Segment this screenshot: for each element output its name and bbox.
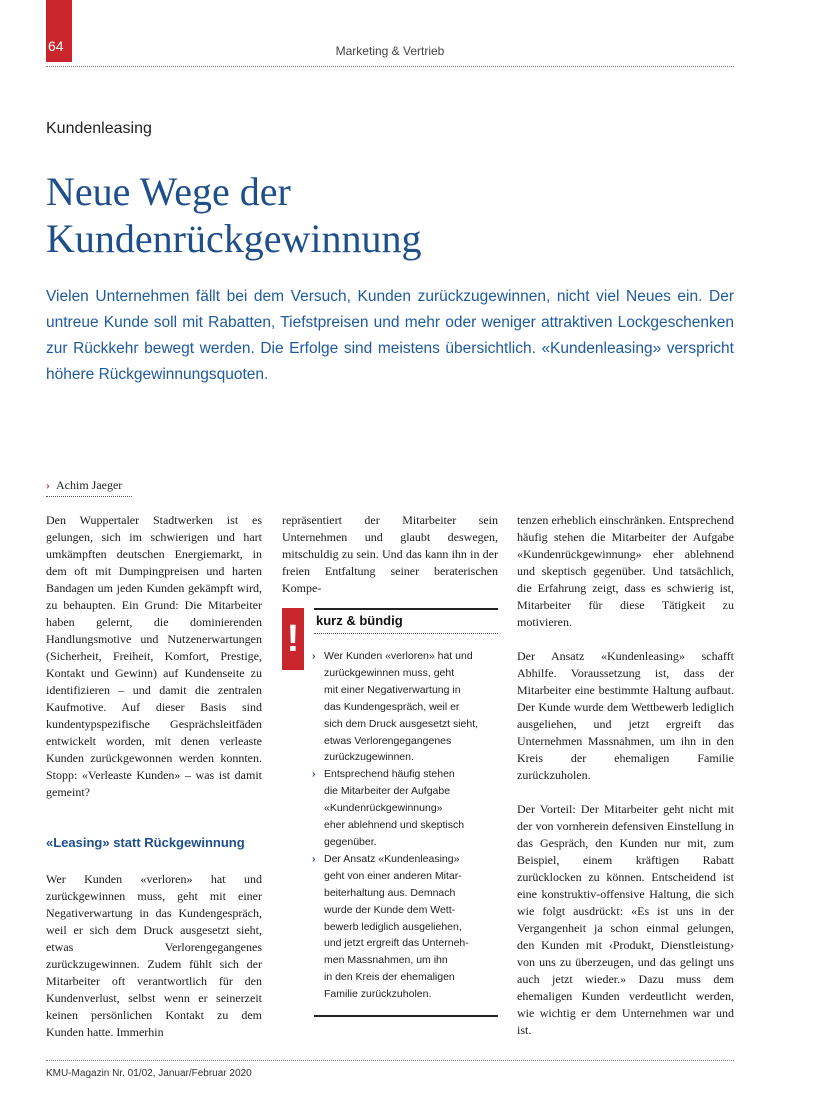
list-item-line: Familie zurückzuholen. — [324, 988, 432, 1001]
list-item — [312, 766, 498, 851]
page-number: 64 — [48, 38, 64, 54]
list-item-line: zurückzugewinnen. — [324, 751, 414, 764]
list-item-line: men Massnahmen, um ihn — [324, 954, 448, 967]
article-title — [46, 168, 746, 262]
chevron-right-icon: › — [312, 768, 316, 781]
list-item-line: die Mitarbeiter der Aufgabe — [324, 785, 451, 798]
chevron-right-icon: › — [312, 852, 316, 865]
body-paragraph: Den Wuppertaler Stadtwerken ist es gelungen, sich im schwierigen und hart umkämpften deutschen Energiemarkt, in dem oft mit Dumpingpreisen und harten Bandagen um jeden Kunden gekämpft wird, zu behaupten. Ein Grund: Die Mitarbeiter haben gelernt, die dominierenden Handlungsmotive und Nutzenerwartungen (Sicherheit, Freiheit, Komfort, Prestige, Kontakt und Gewinn) auf Kundenseite zu identifizieren – und damit die zentralen Kaufmotive. Auf dieser Basis sind kundentypspezifische Gesprächsleitfäden entwickelt worden, mit denen verleaste Kunden zurückgewonnen werden konnten. Stopp: «Verleaste Kunden» – was ist damit gemeint? — [46, 513, 262, 799]
body-paragraph: repräsentiert der Mitarbeiter sein Unternehmen und glaubt deswegen, mitschuldig zu sein. Und das kann ihn in der freien Entfaltung seiner beraterischen Kompe- — [282, 513, 498, 595]
title-line-1: Neue Wege der — [46, 169, 291, 214]
column-2 — [282, 512, 498, 614]
list-item-line: wurde der Kunde dem Wett- — [324, 903, 456, 916]
list-item-line: Der Ansatz «Kundenleasing» — [324, 852, 460, 865]
section-kicker: Kundenleasing — [46, 120, 152, 137]
list-item-line: in den Kreis der ehemaligen — [324, 971, 455, 984]
column-1 — [46, 512, 262, 1058]
footer-text: KMU-Magazin Nr. 01/02, Januar/Februar 2020 — [46, 1068, 252, 1079]
list-item-line: gegenüber. — [324, 835, 377, 848]
subheading: «Leasing» statt Rückgewinnung — [46, 835, 245, 850]
box-title-divider — [314, 633, 498, 634]
list-item-line: eher ablehnend und skeptisch — [324, 819, 465, 832]
running-title: Marketing & Vertrieb — [335, 44, 445, 58]
list-item — [312, 851, 498, 1003]
list-item-line: das Kundengespräch, weil er — [324, 700, 460, 713]
body-paragraph: Der Vorteil: Der Mitarbeiter geht nicht mit der von vornherein defensiven Einstellung in das Gespräch, den Kunden nur mit, zum Beispiel, einem kräftigen Rabatt zurücklocken zu können. Entscheidend ist eine konstruktiv-offensive Haltung, die sich wie folgt ausdrückt: «Es ist uns in der Vergangenheit ja schon einmal gelungen, den Kunden mit ‹Produkt, Dienstleistung› von uns zu überzeugen, und das gelingt uns auch jetzt wieder.» Dazu muss dem ehemaligen Kunden verdeutlicht werden, wie wichtig er dem Unternehmen war und ist. — [517, 802, 734, 1037]
list-item-line: Wer Kunden «verloren» hat und — [324, 650, 473, 662]
header-divider — [46, 66, 734, 67]
author-byline — [46, 478, 122, 493]
list-item-line: mit einer Negativerwartung in — [324, 683, 461, 696]
list-item-line: geht von einer anderen Mitar- — [324, 869, 462, 882]
box-title: kurz & bündig — [316, 613, 403, 628]
article-lead: Vielen Unternehmen fällt bei dem Versuch, Kunden zurückzugewinnen, nicht viel Neues ein. Der untreue Kunde soll mit Rabatten, Tiefstpreisen und mehr oder weniger attraktiven Lockgeschenken zur Rückkehr bewegt werden. Die Erfolge sind meistens übersichtlich. «Kundenleasing» verspricht höhere Rückgewinnungsquoten. — [46, 288, 734, 383]
body-paragraph: Der Ansatz «Kundenleasing» schafft Abhilfe. Voraussetzung ist, dass der Mitarbeiter eine bestimmte Haltung aufbaut. Der Kunde wurde dem Wettbewerb lediglich ausgeliehen, und jetzt ergreift das Unternehmen Massnahmen, um ihn in den Kreis der ehemaligen Familie zurückzuholen. — [517, 649, 734, 782]
list-item-line: sich dem Druck ausgesetzt sieht, — [324, 717, 479, 730]
body-paragraph: tenzen erheblich einschränken. Entsprechend häufig stehen die Mitarbeiter der Aufgabe «Kundenrückgewinnung» eher ablehnend und skeptisch gegenüber. Und tatsächlich, die Erfahrung zeigt, dass es schwierig ist, Mitarbeiter für diese Tätigkeit zu motivieren. — [517, 513, 734, 629]
list-item-line: «Kundenrückgewinnung» — [324, 802, 443, 815]
summary-list — [312, 648, 498, 1003]
list-item-line: etwas Verlorengegangenes — [324, 734, 452, 747]
body-paragraph: Wer Kunden «verloren» hat und zurückgewinnen muss, geht mit einer Negativerwartung in das Kundengespräch, weil er sich dem Druck ausgesetzt sieht, etwas Verlorengegangenes zurückzugewinnen. Zudem fühlt sich der Mitarbeiter oft verantwortlich für den Kundenverlust, selbst wenn er seinerzeit keinen persönlichen Kontakt zu dem Kunden hatte. Immerhin — [46, 872, 262, 1039]
exclamation-icon: ! — [282, 608, 304, 670]
list-item-line: zurückgewinnen muss, geht — [324, 666, 455, 679]
column-3 — [517, 512, 734, 1056]
list-item — [312, 648, 498, 766]
title-line-2: Kundenrückgewinnung — [46, 216, 422, 261]
list-item-line: bewerb lediglich ausgeliehen, — [324, 920, 462, 933]
footer-divider — [46, 1060, 734, 1061]
chevron-right-icon: › — [46, 478, 50, 492]
box-top-rule — [314, 608, 498, 610]
list-item-line: beiterhaltung aus. Demnach — [324, 886, 456, 899]
box-bottom-rule — [314, 1015, 498, 1017]
list-item-line: Entsprechend häufig stehen — [324, 768, 455, 781]
author-name: Achim Jaeger — [56, 478, 123, 492]
chevron-right-icon: › — [312, 650, 316, 662]
author-divider — [46, 496, 132, 497]
list-item-line: und jetzt ergreift das Unterneh- — [324, 937, 469, 950]
